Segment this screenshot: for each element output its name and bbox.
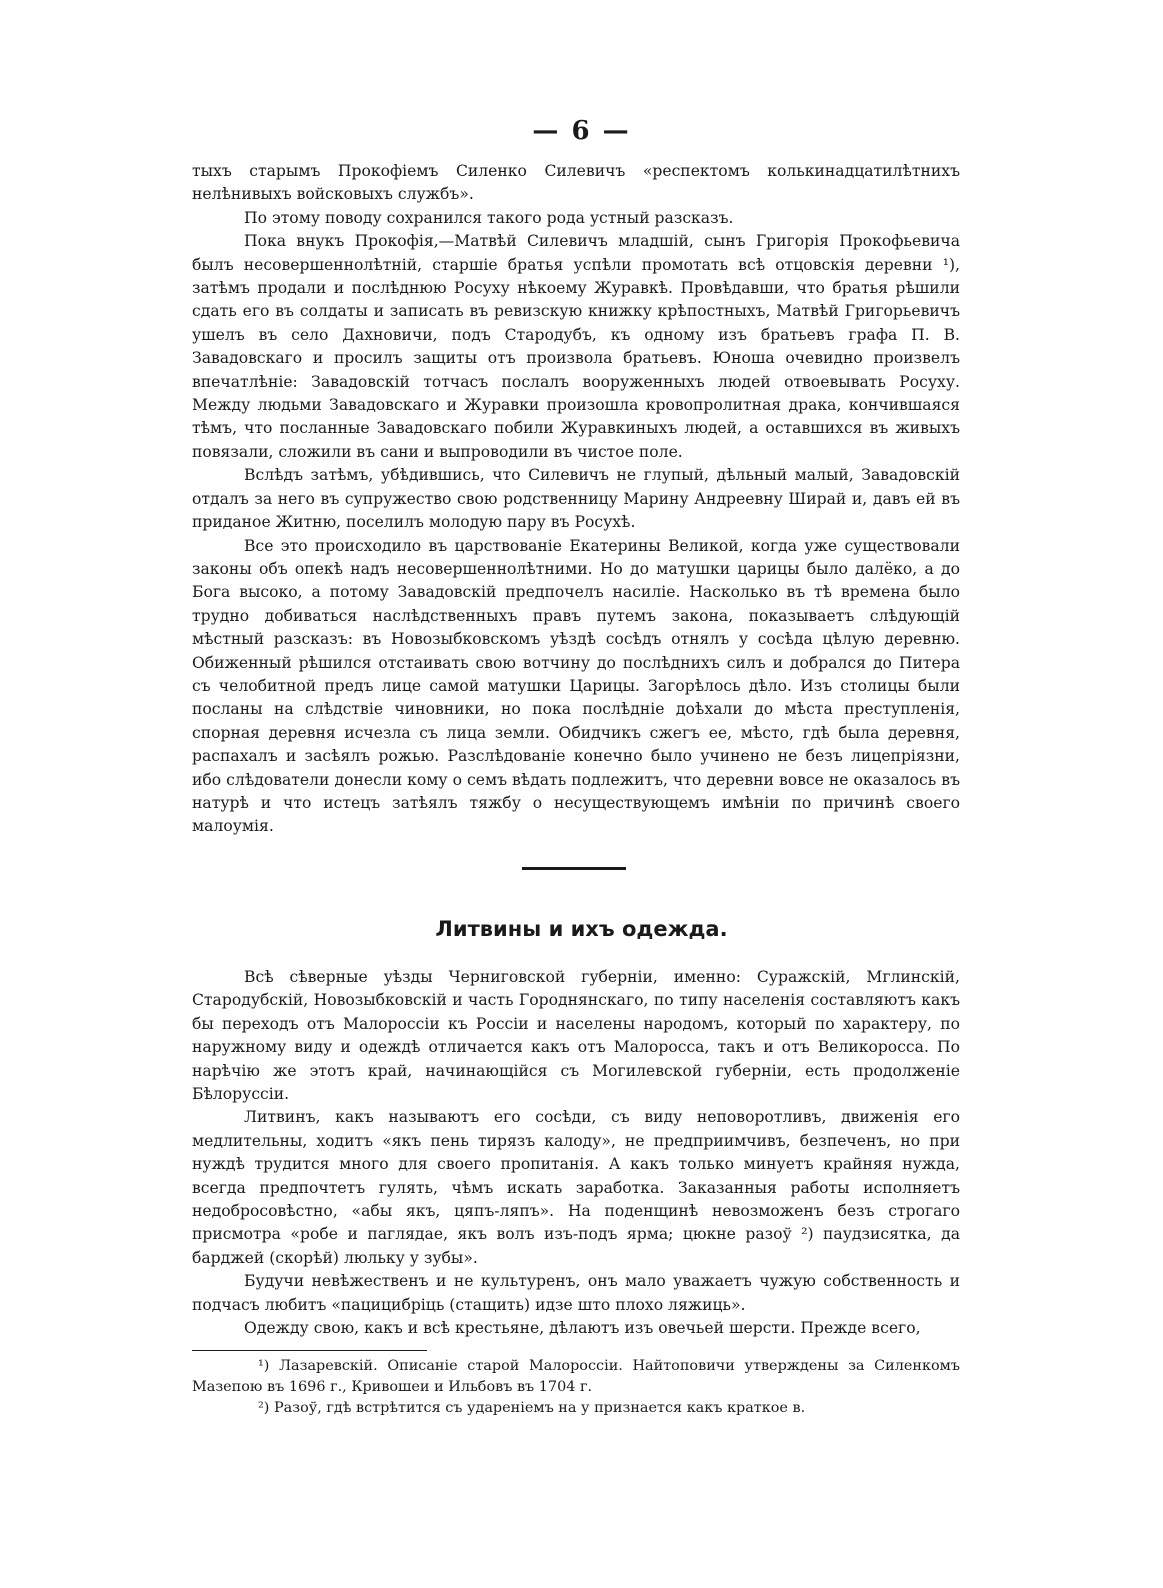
paragraph: Пока внукъ Прокофiя,—Матвѣй Силевичъ младшiй, сынъ Григорiя Прокофьевича былъ несовершеннолѣтнiй, старшiе братья успѣли промотать всѣ отцовскiя деревни ¹), затѣмъ продали и послѣднюю Росуху нѣкоему Журавкѣ. Провѣдавши, что братья рѣшили сдать его въ солдаты и записать въ ревизскую книжку крѣпостныхъ, Матвѣй Григорьевичъ ушелъ въ село Дахновичи, подъ Стародубъ, къ одному изъ братьевъ графа П. В. Завадовскаго и просилъ защиты отъ произвола братьевъ. Юноша очевидно произвелъ впечатлѣнiе: Завадовскiй тотчасъ послалъ вооруженныхъ людей отвоевывать Росуху. Между людьми Завадовскаго и Журавки произошла кровопролитная драка, кончившаяся тѣмъ, что посланные Завадовскаго побили Журавкиныхъ людей, а оставшихся въ живыхъ повязали, сложили въ сани и выпроводили въ чистое поле. (192, 232, 960, 461)
footnote-separator (192, 1350, 427, 1351)
paragraph: Одежду свою, какъ и всѣ крестьяне, дѣлаютъ изъ овечьей шерсти. Прежде всего, (244, 1319, 921, 1338)
section-text-block (192, 966, 960, 1341)
section-divider (522, 867, 626, 870)
page-number: — 6 — (532, 116, 631, 146)
section-title: Литвины и ихъ одежда. (435, 917, 728, 941)
paragraph-continuation: тыхъ старымъ Прокофiемъ Силенко Силевичъ «респектомъ колькинадцатилѣтнихъ нелѣнивыхъ войсковыхъ службъ». (192, 162, 960, 204)
footnote: ¹) Лазаревскiй. Описанiе старой Малороссiи. Найтоповичи утверждены за Силенкомъ Мазепою въ 1696 г., Кривошеи и Ильбовъ въ 1704 г. (192, 1358, 960, 1395)
paragraph: По этому поводу сохранился такого рода устный разсказъ. (244, 208, 734, 227)
top-text-block (192, 160, 960, 839)
footnotes (192, 1356, 960, 1419)
paragraph: Литвинъ, какъ называютъ его сосѣди, съ виду неповоротливъ, движенiя его медлительны, ходитъ «якъ пень тирязъ калоду», не предприимчивъ, безпеченъ, но при нуждѣ трудится много для своего пропитанiя. А какъ только минуетъ крайняя нужда, всегда предпочтетъ гулять, чѣмъ искать заработка. Заказанныя работы исполняетъ недобросовѣстно, «абы якъ, цяпъ-ляпъ». На поденщинѣ невозможенъ безъ строгаго присмотра «робе и паглядае, якъ волъ изъ-подъ ярма; цюкне разоў ²) паудзисятка, да барджей (скорѣй) люльку у зубы». (192, 1108, 960, 1267)
paragraph: Всѣ сѣверные уѣзды Черниговской губернiи, именно: Суражскiй, Мглинскiй, Стародубскiй, Новозыбковскiй и часть Городнянскаго, по типу населенiя составляютъ какъ бы переходъ отъ Малороссiи къ Россiи и населены народомъ, который по характеру, по наружному виду и одеждѣ отличается какъ отъ Малоросса, такъ и отъ Великоросса. По нарѣчiю же этотъ край, начинающiйся съ Могилевской губернiи, есть продолженiе Бѣлоруссiи. (192, 968, 960, 1104)
paragraph: Будучи невѣжественъ и не культуренъ, онъ мало уважаетъ чужую собственность и подчасъ любитъ «пацицибрiць (стащить) идзе што плохо ляжиць». (192, 1272, 960, 1314)
footnote: ²) Разоў, гдѣ встрѣтится съ ударенiемъ на у признается какъ краткое в. (258, 1400, 806, 1416)
paragraph: Вслѣдъ затѣмъ, убѣдившись, что Силевичъ не глупый, дѣльный малый, Завадовскiй отдалъ за него въ супружество свою родственницу Марину Андреевну Ширай и, давъ ей въ приданое Житню, поселилъ молодую пару въ Росухѣ. (192, 466, 960, 532)
paragraph: Все это происходило въ царствованiе Екатерины Великой, когда уже существовали законы объ опекѣ надъ несовершеннолѣтними. Но до матушки царицы было далёко, а до Бога высоко, а потому Завадовскiй предпочелъ насилiе. Насколько въ тѣ времена было трудно добиваться наслѣдственныхъ правъ путемъ закона, показываетъ слѣдующiй мѣстный разсказъ: въ Новозыбковскомъ уѣздѣ сосѣдъ отнялъ у сосѣда цѣлую деревню. Обиженный рѣшился отстаивать свою вотчину до послѣднихъ силъ и добрался до Питера съ челобитной предъ лице самой матушки Царицы. Загорѣлось дѣло. Изъ столицы были посланы на слѣдствiе чиновники, но пока послѣднiе доѣхали до мѣста преступленiя, спорная деревня исчезла съ лица земли. Обидчикъ сжегъ ее, мѣсто, гдѣ была деревня, распахалъ и засѣялъ рожью. Разслѣдованiе конечно было учинено не безъ лицепрiязни, ибо слѣдователи донесли кому о семъ вѣдать подлежитъ, что деревни вовсе не оказалось въ натурѣ и что истецъ затѣялъ тяжбу о несуществующемъ имѣнiи по причинѣ своего малоумiя. (192, 536, 960, 836)
